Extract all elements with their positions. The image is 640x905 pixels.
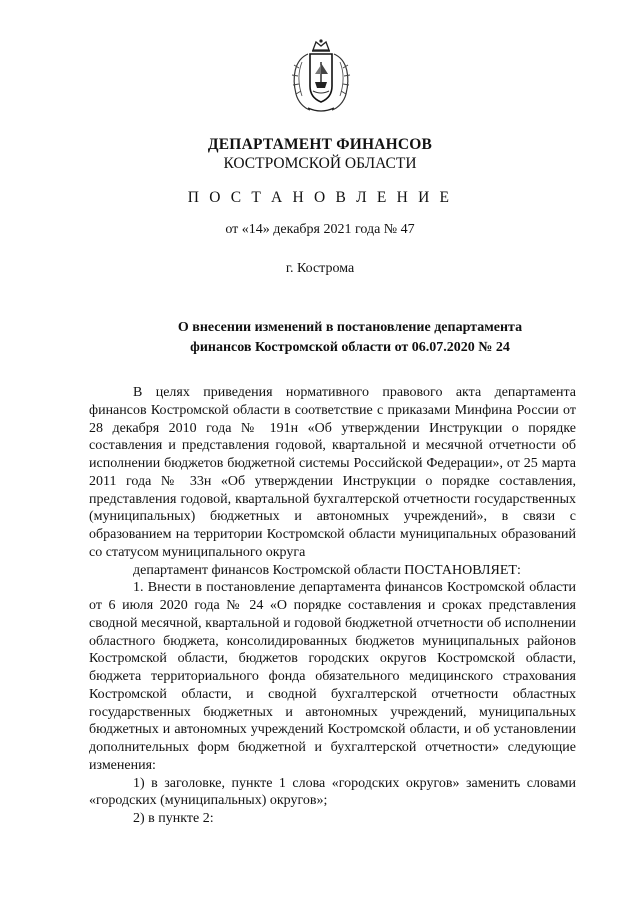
document-body (89, 384, 576, 828)
item-1-paragraph: 1. Внести в постановление департамента финансов Костромской области от 6 июля 2020 года № 24 «О порядке составления и сроках представления сводной месячной, квартальной и годовой бюджетной отчетности об исполнении областного бюджета, консолидированных бюджетов муниципальных районов Костромской области, бюджетов городских округов Костромской области, бюджета территориального фонда обязательного медицинского страхования Костромской области, и сводной бухгалтерской отчетности областных государственных бюджетных и автономных учреждений, муниципальных бюджетных и автономных учреждений Костромской области, и об установлении дополнительных форм бюджетной и бухгалтерской отчетности» следующие изменения: (89, 580, 576, 773)
coat-of-arms-icon (288, 38, 354, 114)
resolution-paragraph: департамент финансов Костромской области ПОСТАНОВЛЯЕТ: (133, 562, 521, 578)
document-title (150, 318, 550, 358)
preamble-paragraph: В целях приведения нормативного правового акта департамента финансов Костромской области в соответствие с приказами Минфина России от 28 декабря 2010 года № 191н «Об утверждении Инструкции о порядке составления и представления годовой, квартальной и месячной отчетности об исполнении бюджетов бюджетной системы Российской Федерации», от 25 марта 2011 года № 33н «Об утверждении Инструкции о порядке составления, представления годовой, квартальной бухгалтерской отчетности государственных (муниципальных) бюджетных и автономных учреждений», в связи с образованием на территории Костромской области муниципальных образований со статусом муниципального округа (89, 385, 576, 560)
region-name: КОСТРОМСКОЙ ОБЛАСТИ (223, 155, 417, 172)
document-city: г. Кострома (285, 261, 355, 276)
subitem-2-paragraph: 2) в пункте 2: (133, 811, 214, 826)
department-name: ДЕПАРТАМЕНТ ФИНАНСОВ (207, 136, 433, 153)
document-title-line: финансов Костромской области от 06.07.2020 № 24 (190, 340, 510, 355)
document-date-number: от «14» декабря 2021 года № 47 (225, 222, 415, 237)
document-type: П О С Т А Н О В Л Е Н И Е (187, 189, 453, 206)
subitem-1-paragraph: 1) в заголовке, пункте 1 слова «городских округов» заменить словами «городских (муниципальных) округов»; (89, 775, 576, 809)
document-title-line: О внесении изменений в постановление департамента (177, 320, 523, 335)
